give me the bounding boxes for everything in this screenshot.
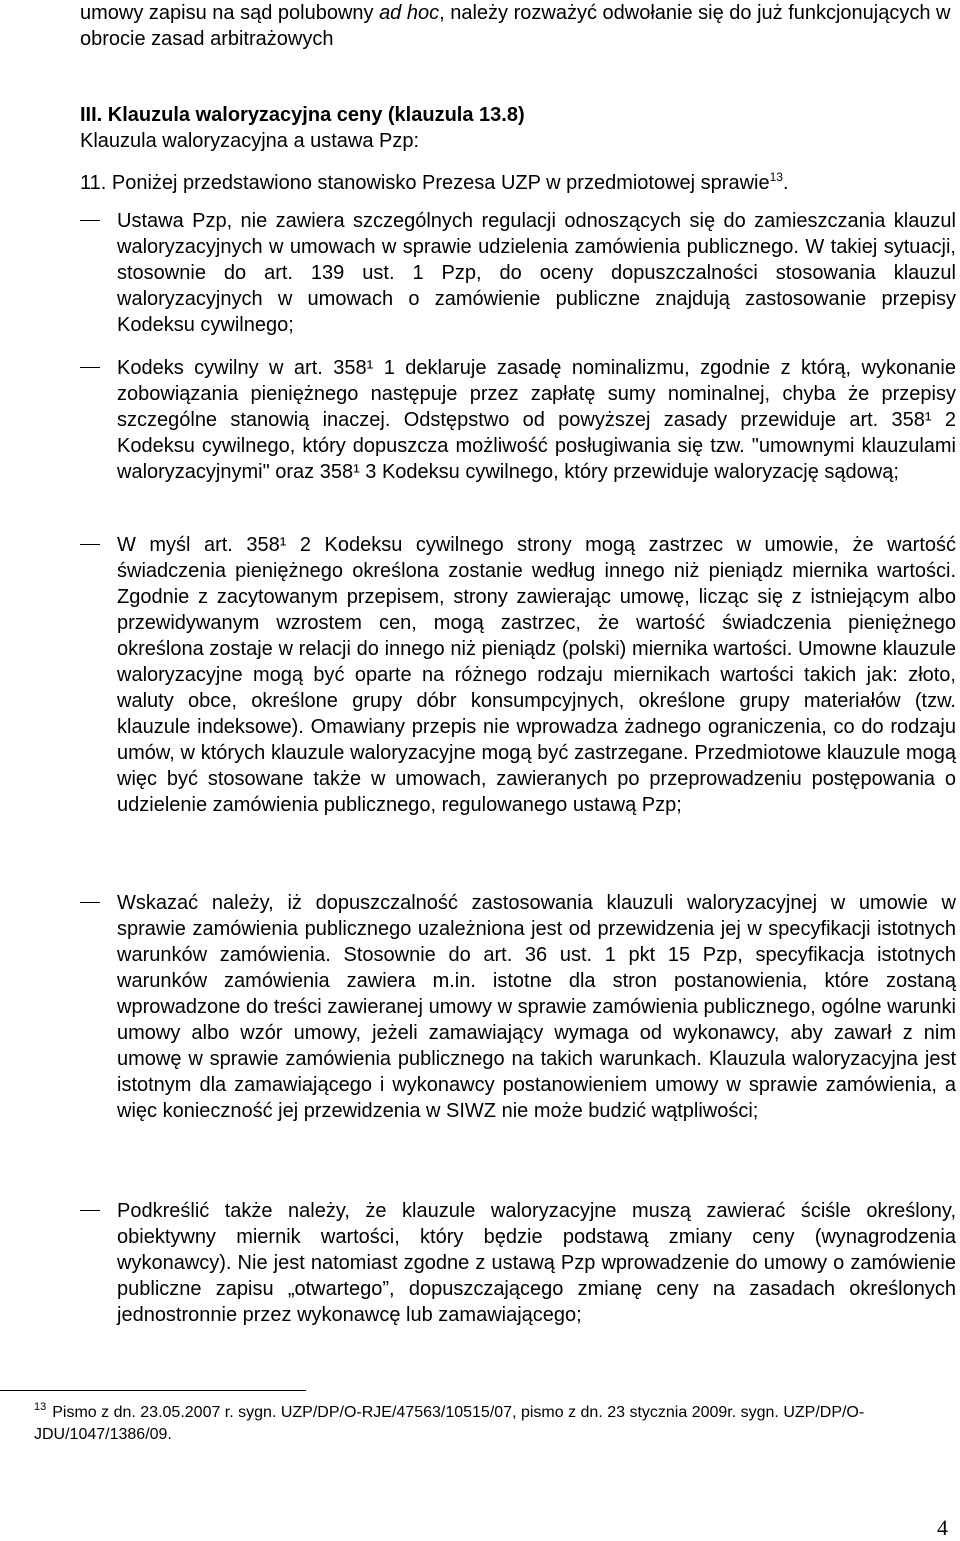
dash-bullet-icon bbox=[80, 544, 100, 545]
intro-paragraph: umowy zapisu na sąd polubowny ad hoc, należy rozważyć odwołanie się do już funkcjonujących w obrocie zasad arbitrażowych bbox=[80, 2, 951, 50]
bullet-text: Kodeks cywilny w art. 358¹ 1 deklaruje zasadę nominalizmu, zgodnie z którą, wykonanie zobowiązania pieniężnego następuje przez zapłatę sumy nominalnej, chyba że przepisy szczególne stanowią inaczej. Odstępstwo od powyższej zasady przewiduje art. 358¹ 2 Kodeksu cywilnego, który dopuszcza możliwość posługiwania się tzw. "umownymi klauzulami waloryzacyjnymi" oraz 358¹ 3 Kodeksu cywilnego, który przewiduje waloryzację sądową; bbox=[117, 357, 956, 483]
point-11-text: 11. Poniżej przedstawiono stanowisko Prezesa UZP w przedmiotowej sprawie bbox=[80, 172, 770, 194]
bullet-item bbox=[80, 208, 956, 338]
bullet-item bbox=[80, 532, 956, 818]
dash-bullet-icon bbox=[80, 902, 100, 903]
bullet-item bbox=[80, 1198, 956, 1328]
bullet-text: W myśl art. 358¹ 2 Kodeksu cywilnego strony mogą zastrzec w umowie, że wartość świadczenia pieniężnego określona zostanie według innego niż pieniądz miernika wartości. Zgodnie z zacytowanym przepisem, strony zawierając umowę, licząc się z istniejącym albo przewidywanym wzrostem cen, mogą zastrzec, że wartość świadczenia pieniężnego określona zostaje w relacji do innego niż pieniądz (polski) miernika wartości. Umowne klauzule waloryzacyjne mogą być oparte na różnego rodzaju miernikach wartości takich jak: złoto, waluty obce, określone grupy dóbr konsumpcyjnych, określone grupy materiałów (tzw. klauzule indeksowe). Omawiany przepis nie wprowadza żadnego ograniczenia, co do rodzaju umów, w których klauzule waloryzacyjne mogą być zastrzegane. Przedmiotowe klauzule mogą więc być stosowane także w umowach, zawieranych po przeprowadzeniu postępowania o udzielenie zamówienia publicznego, regulowanego ustawą Pzp; bbox=[117, 534, 956, 816]
bullet-item bbox=[80, 355, 956, 485]
point-11 bbox=[80, 170, 956, 196]
footnote bbox=[34, 1402, 934, 1446]
section-heading: III. Klauzula waloryzacyjna ceny (klauzula 13.8) bbox=[80, 104, 525, 126]
footnote-text: Pismo z dn. 23.05.2007 r. sygn. UZP/DP/O-RJE/47563/10515/07, pismo z dn. 23 stycznia 2009r. sygn. UZP/DP/O-JDU/1047/1386/09. bbox=[34, 1404, 865, 1443]
dash-bullet-icon bbox=[80, 367, 100, 368]
dash-bullet-icon bbox=[80, 1210, 100, 1211]
footnote-reference[interactable]: 13 bbox=[769, 170, 783, 184]
bullet-text: Podkreślić także należy, że klauzule waloryzacyjne muszą zawierać ściśle określony, obiektywny miernik wartości, który będzie podstawą zmiany ceny (wynagrodzenia wykonawcy). Nie jest natomiast zgodne z ustawą Pzp wprowadzenie do umowy o zamówienie publiczne zapisu „otwartego”, dopuszczającego zmianę ceny na zasadach określonych jednostronnie przez wykonawcę lub zamawiającego; bbox=[117, 1200, 956, 1326]
page-number: 4 bbox=[937, 1515, 948, 1540]
footnote-separator bbox=[0, 1390, 306, 1391]
bullet-text: Wskazać należy, iż dopuszczalność zastosowania klauzuli waloryzacyjnej w umowie w sprawie zamówienia publicznego uzależniona jest od przewidzenia jej w specyfikacji istotnych warunków zamówienia. Stosownie do art. 36 ust. 1 pkt 15 Pzp, specyfikacja istotnych warunków zamówienia zawiera m.in. istotne dla stron postanowienia, które zostaną wprowadzone do treści zawieranej umowy w sprawie zamówienia publicznego, ogólne warunki umowy albo wzór umowy, jeżeli zamawiający wymaga od wykonawcy, aby zawarł z nim umowę w sprawie zamówienia publicznego na takich warunkach. Klauzula waloryzacyjna jest istotnym dla zamawiającego i wykonawcy postanowieniem umowy w sprawie zamówienia, a więc konieczność jej przewidzenia w SIWZ nie może budzić wątpliwości; bbox=[117, 892, 956, 1122]
dash-bullet-icon bbox=[80, 220, 100, 221]
bullet-text: Ustawa Pzp, nie zawiera szczególnych regulacji odnoszących się do zamieszczania klauzul waloryzacyjnych w umowach w sprawie udzielenia zamówienia publicznego. W takiej sytuacji, stosownie do art. 139 ust. 1 Pzp, do oceny dopuszczalności stosowania klauzul waloryzacyjnych w umowach o zamówienie publiczne znajdują zastosowanie przepisy Kodeksu cywilnego; bbox=[117, 210, 956, 336]
section-subheading: Klauzula waloryzacyjna a ustawa Pzp: bbox=[80, 130, 420, 152]
footnote-number: 13 bbox=[34, 1401, 47, 1413]
bullet-item bbox=[80, 890, 956, 1124]
point-11-period: . bbox=[782, 172, 789, 194]
latin-phrase: ad hoc bbox=[379, 2, 440, 24]
